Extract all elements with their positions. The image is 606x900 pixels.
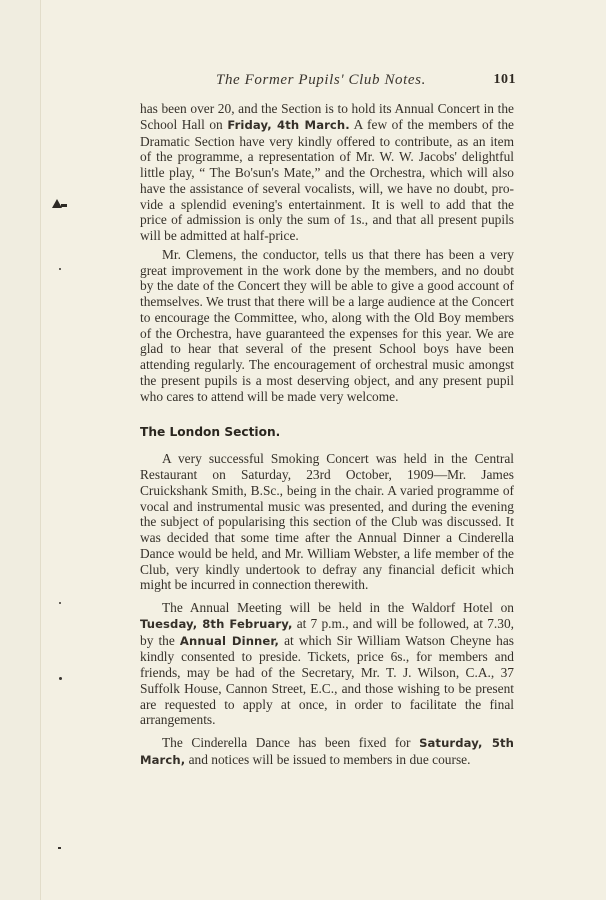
text-run: The Annual Meeting will be held in the Waldorf Hotel on bbox=[162, 600, 514, 615]
paragraph-cinderella-dance bbox=[140, 735, 514, 769]
paragraph-annual-concert bbox=[140, 101, 514, 244]
section-heading-london: The London Section. bbox=[140, 425, 281, 440]
meeting-date: Tuesday, 8th February, bbox=[140, 616, 293, 631]
paragraph-smoking-concert: A very successful Smoking Concert was held in the Central Restaurant on Saturday, 23rd October, 1909—Mr. James Cruickshank Smith, B.Sc., being in the chair. A varied programme of vocal and instrumental music was presented, and during the evening the subject of popularising this section of the Club was discussed. It was decided that some time after the Annual Dinner a Cinderella Dance would be held, and Mr. William Webster, a life member of the Club, very kindly undertook to defray any financial deficit which might be incurred in connection therewith. bbox=[140, 451, 514, 593]
text-run: and notices will be issued to members in due course. bbox=[185, 751, 471, 767]
text-run: at which Sir William Watson Cheyne has kindly consented to preside. Tickets, price 6s., for members and friends, may be had of the Secretary, Mr. T. J. Wilson, C.A., 37 Suffolk House, Cannon Street, E.C., and those wishing to be present are requested to apply at once, in order to facilitate the final arrangements. bbox=[140, 632, 514, 728]
concert-date: Friday, 4th March. bbox=[227, 117, 350, 132]
running-title: The Former Pupils' Club Notes. bbox=[216, 72, 426, 88]
margin-dot-mark bbox=[59, 268, 61, 270]
dance-date: Saturday, 5th March, bbox=[140, 736, 514, 767]
page-header bbox=[216, 72, 518, 94]
margin-dot-mark bbox=[59, 677, 62, 680]
text-run: has been over 20, and the Section is to hold its Annual Concert in the School Hall on bbox=[140, 101, 514, 132]
paragraph-annual-meeting bbox=[140, 600, 514, 728]
paragraph-conductor: Mr. Clemens, the conductor, tells us that there has been a very great improvement in the work done by the members, and no doubt by the date of the Concert they will be able to give a good account of themselves. We trust that there will be a large audience at the Concert to encourage the Committee, who, along with the Old Boy members of the Orchestra, have guaranteed the expenses for this year. We are glad to hear that several of the present School boys have been attending regularly. The encouragement of orchestral music amongst the present pupils is a most deserving object, and any present pupil who cares to attend will be made very welcome. bbox=[140, 246, 514, 404]
page-number: 101 bbox=[493, 72, 516, 87]
text-run: at 7 p.m., and will be followed, at 7.30, by the bbox=[140, 615, 514, 648]
margin-dot-mark bbox=[59, 602, 61, 604]
margin-dot-mark bbox=[58, 847, 61, 849]
text-run: The Cinderella Dance has been fixed for bbox=[162, 735, 420, 750]
annual-dinner: Annual Dinner, bbox=[179, 633, 279, 648]
text-run: A few of the members of the Dramatic Section have very kindly offered to contribute, as an item of the programme, a representation of Mr. W. W. Jacobs' delightful little play, “ The Bo'sun's Mate,” and the Orchestra, which will also have the assistance of several vocalists, will, we have no doubt, provide a splendid evening's entertainment. It is well to add that the price of admission is only the sum of 1s., and that all present pupils will be admitted at half-price. bbox=[140, 116, 515, 243]
article-body bbox=[140, 101, 514, 769]
margin-arrow-mark bbox=[52, 199, 62, 208]
